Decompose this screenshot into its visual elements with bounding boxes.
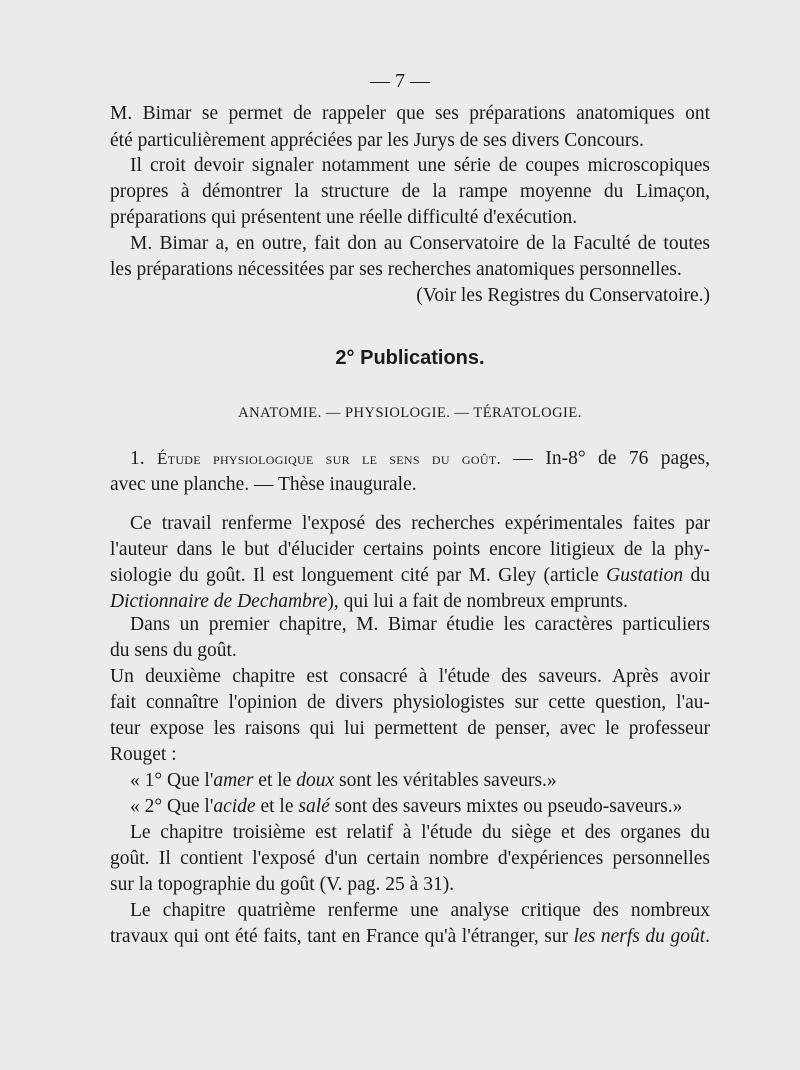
para3-line2: les préparations nécessitées par ses recherches anatomiques personnelles.	[110, 259, 682, 280]
text-run: siologie du goût. Il est longuement cité par M. Gley (article	[110, 565, 607, 586]
para2-line1: Il croit devoir signaler notamment une série de coupes microscopiques	[130, 155, 710, 176]
italic-run: les nerfs du goût	[573, 926, 706, 947]
text-run: et le	[253, 770, 297, 791]
body3-line3: teur expose les raisons qui lui permettent de penser, avec le professeur	[110, 718, 710, 739]
text-run: sont des saveurs mixtes ou pseudo-saveurs.»	[329, 796, 683, 817]
quote2	[130, 794, 710, 820]
entry1-line2: avec une planche. — Thèse inaugurale.	[110, 474, 417, 495]
para1-line2: été particulièrement appréciées par les Jurys de ses divers Concours.	[110, 130, 644, 151]
text-run: « 1° Que l'	[130, 770, 214, 791]
body3-line1: Un deuxième chapitre est consacré à l'étude des saveurs. Après avoir	[110, 666, 710, 687]
body1-line2: l'auteur dans le but d'élucider certains points encore litigieux de la phy-	[110, 539, 710, 560]
page-number: — 7 —	[370, 70, 430, 92]
entry1-line1	[130, 446, 710, 472]
text-run: et le	[255, 796, 299, 817]
entry-title: Étude physiologique sur le sens du goût.	[157, 449, 502, 468]
para2-line2: propres à démontrer la structure de la rampe moyenne du Limaçon,	[110, 181, 710, 202]
body3-line2: fait connaître l'opinion de divers physiologistes sur cette question, l'au-	[110, 692, 710, 713]
text-run: « 2° Que l'	[130, 796, 214, 817]
body5-line1: Le chapitre quatrième renferme une analyse critique des nombreux	[130, 900, 710, 921]
italic-run: Gustation	[606, 565, 684, 586]
italic-run: Dictionnaire de Dechambre	[110, 591, 328, 612]
text-run: ), qui lui a fait de nombreux emprunts.	[327, 591, 628, 612]
subsection-heading: ANATOMIE. — PHYSIOLOGIE. — TÉRATOLOGIE.	[238, 405, 582, 421]
quote1	[130, 768, 710, 794]
italic-run: acide	[213, 796, 256, 817]
body4-line3: sur la topographie du goût (V. pag. 25 à 31).	[110, 874, 455, 895]
body4-line1: Le chapitre troisième est relatif à l'étude du siège et des organes du	[130, 822, 710, 843]
para1-line1: M. Bimar se permet de rappeler que ses préparations anatomiques ont	[110, 103, 710, 124]
italic-run: salé	[298, 796, 330, 817]
body2-line1: Dans un premier chapitre, M. Bimar étudie les caractères particuliers	[130, 614, 710, 635]
text-run: du	[683, 565, 711, 586]
text-run: .	[705, 926, 710, 947]
entry-number: 1.	[130, 448, 145, 469]
body5-line2	[110, 924, 710, 950]
text-run: travaux qui ont été faits, tant en France qu'à l'étranger, sur	[110, 926, 574, 947]
entry-details: — In-8° de 76 pages,	[501, 448, 711, 469]
para2-line3: préparations qui présentent une réelle difficulté d'exécution.	[110, 207, 578, 228]
body1-line1: Ce travail renferme l'exposé des recherches expérimentales faites par	[130, 513, 710, 534]
para3-line1: M. Bimar a, en outre, fait don au Conservatoire de la Faculté de toutes	[130, 233, 710, 254]
para3-line3: (Voir les Registres du Conservatoire.)	[416, 285, 710, 306]
section-heading: 2° Publications.	[335, 347, 485, 369]
body2-line2: du sens du goût.	[110, 640, 237, 661]
italic-run: amer	[213, 770, 254, 791]
body4-line2: goût. Il contient l'exposé d'un certain nombre d'expériences personnelles	[110, 848, 710, 869]
text-run: sont les véritables saveurs.»	[334, 770, 557, 791]
italic-run: doux	[296, 770, 335, 791]
body3-line4: Rouget :	[110, 744, 177, 765]
body1-line3	[110, 563, 710, 589]
